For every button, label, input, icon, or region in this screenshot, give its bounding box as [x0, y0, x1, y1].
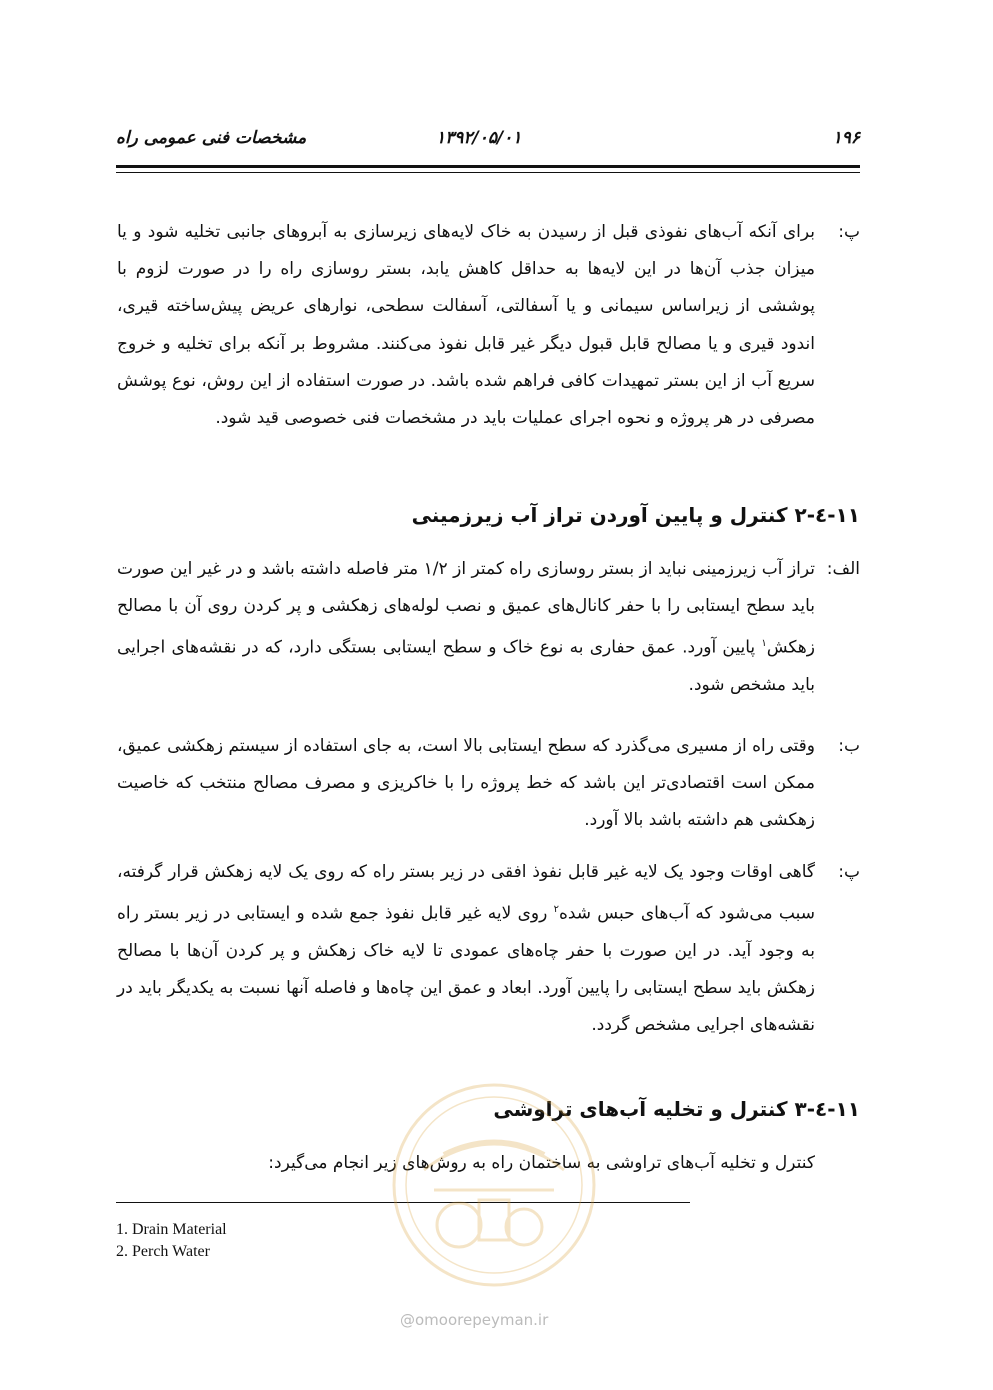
- header-title: مشخصات فنی عمومی راه: [116, 128, 307, 148]
- section-2-item-c-text: گاهی اوقات وجود یک لایه غیر قابل نفوذ افقی در زیر بستر راه که روی یک لایه زهکش قرار گرفته، سبب می‌شود که آب‌های حبس شده$^۲$ روی لایه غیر قابل نفوذ جمع شده و ایستابی در زیر بستر راه به وجود آید. در این صورت با حفر چاه‌های عمودی تا لایه خاک زهکش و پر کردن آن‌ها با مصالح زهکش باید سطح ایستابی را پایین آورد. ابعاد و عمق این چاه‌ها و فاصله آنها نسبت به یکدیگر باید در نقشه‌های اجرایی مشخص گردد.: [117, 862, 815, 1036]
- header-rule-thin: [116, 172, 860, 173]
- section-2-item-a-text: تراز آب زیرزمینی نباید از بستر روسازی راه کمتر از ۱/۲ متر فاصله داشته باشد و در غیر این صورت باید سطح ایستابی را با حفر کانال‌های عمیق و نصب لوله‌های زهکشی و پر کردن روی آن با مصالح زهکش$^۱$ پایین آورد. عمق حفاری به نوع خاک و سطح ایستابی بستگی دارد، که در نقشه‌های اجرایی باید مشخص شود.: [117, 559, 815, 696]
- header-date: ۱۳۹۲/۰۵/۰۱: [436, 128, 522, 148]
- page-number: ۱۹۶: [832, 128, 860, 148]
- footnote-1: 1. Drain Material: [116, 1221, 227, 1238]
- intro-item-marker: پ:: [838, 222, 860, 242]
- section-2-item-b-marker: ب:: [838, 736, 860, 756]
- footnote-2: 2. Perch Water: [116, 1243, 210, 1260]
- section-2-item-a-marker: الف:: [826, 559, 860, 579]
- section-2-item-b-text: وقتی راه از مسیری می‌گذرد که سطح ایستابی بالا است، به جای استفاده از سیستم زهکشی عمیق، ممکن است اقتصادی‌تر این باشد که خط پروژه را با خاکریزی و مصرف مصالح منتخب که خاصیت زهکشی هم داشته باشد بالا آورد.: [117, 736, 815, 831]
- intro-item-text: برای آنکه آب‌های نفوذی قبل از رسیدن به خاک لایه‌های زیرسازی به آبروهای جانبی تخلیه شود و یا میزان جذب آن‌ها در این لایه‌ها به حداقل کاهش یابد، بستر روسازی راه را در صورت لزوم با پوششی از زیراساس سیمانی و یا آسفالتی، آسفالت سطحی، نوارهای عریض پیش‌ساخته قیری، اندود قیری و یا مصالح قابل قبول دیگر غیر قابل نفوذ می‌کنند. مشروط بر آنکه برای تخلیه و خروج سریع آب از این بستر تمهیدات کافی فراهم شده باشد. در صورت استفاده از این روش، نوع پوشش مصرفی در هر پروژه و نحوه اجرای عملیات باید در مشخصات فنی خصوصی قید شود.: [117, 222, 815, 429]
- section-2-item-c-marker: پ:: [838, 862, 860, 882]
- footnote-ref-1: ۱: [761, 638, 767, 650]
- page-header: [116, 128, 860, 158]
- section-2-heading: ۱۱-٤-۲ کنترل و پایین آوردن تراز آب زیرزمینی: [411, 503, 860, 527]
- watermark-site: @omoorepeyman.ir: [400, 1311, 549, 1329]
- watermark-logo: [384, 1075, 604, 1295]
- section-3-intro: کنترل و تخلیه آب‌های تراوشی به ساختمان راه به روش‌های زیر انجام می‌گیرد:: [268, 1153, 815, 1173]
- footnote-ref-2: ۲: [553, 904, 559, 916]
- section-3-heading: ۱۱-٤-۳ کنترل و تخلیه آب‌های تراوشی: [493, 1097, 860, 1121]
- header-rule-thick: [116, 165, 860, 168]
